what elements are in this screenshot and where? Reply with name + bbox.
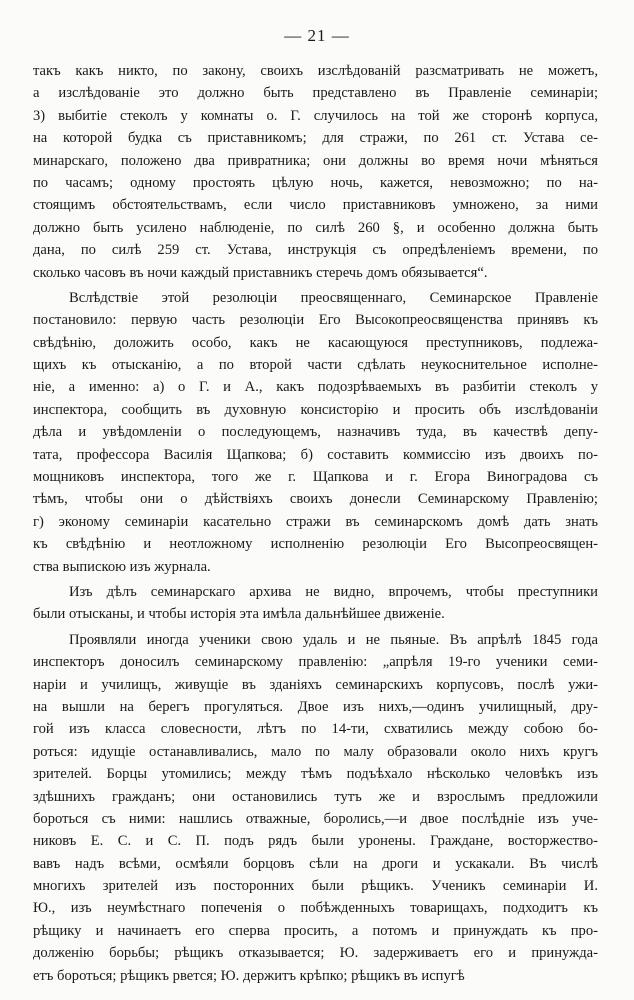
text-line: къ свѣдѣнію и неотложному исполненію резолюціи Его Высопреосвящен-: [33, 536, 598, 553]
text-line: щихъ къ отысканію, а по второй части сдѣлать неукоснительное исполне-: [33, 357, 598, 374]
text-line: дана, по силѣ 259 ст. Устава, инструкція съ опредѣленіемъ времени, по: [33, 242, 598, 259]
text-line: наріи и училищъ, живущіе въ зданіяхъ семинарскихъ корпусовъ, послѣ ужи-: [33, 676, 598, 693]
text-line: тѣмъ, чтобы они о дѣйствіяхъ своихъ донесли Семинарскому Правленію;: [33, 491, 598, 508]
text-line: минарскаго, положено два привратника; они должны во время ночи мѣняться: [33, 152, 598, 169]
body-text: [33, 60, 598, 987]
text-line: на которой будка съ приставникомъ; для стражи, по 261 ст. Устава се-: [33, 130, 598, 147]
text-line: 3) выбитіе стеколъ у комнаты о. Г. случилось на той же сторонѣ корпуса,: [33, 107, 598, 124]
text-line: Изъ дѣлъ семинарскаго архива не видно, впрочемъ, чтобы преступники: [69, 583, 598, 600]
text-line: инспектора, сообщить въ духовную консисторію и просить объ изслѣдованіи: [33, 401, 598, 418]
text-line: здѣшнихъ гражданъ; они остановились тутъ же и взрослымъ предложили: [33, 788, 598, 805]
text-line: долженію борьбы; рѣщикъ отказывается; Ю. задерживаетъ его и принуждa-: [33, 945, 598, 962]
text-line: Вслѣдствіе этой резолюціи преосвященнаго, Семинарское Правленіе: [69, 289, 598, 306]
paragraph: [33, 60, 598, 284]
text-line: постановило: первую часть резолюціи Его Высокопреосвященства принявъ къ: [33, 312, 598, 329]
text-line: такъ какъ никто, по закону, своихъ изслѣдованій разсматривать не можетъ,: [33, 63, 598, 79]
page-number: — 21 —: [284, 26, 350, 45]
text-line: по часамъ; одному простоять цѣлую ночь, кажется, невозможно; по на-: [33, 174, 598, 191]
text-line: сколько часовъ въ ночи каждый приставникъ стеречь домъ обязывается“.: [33, 264, 488, 281]
text-line: инспекторъ доносилъ семинарскому правленію: „апрѣля 19-го ученики семи-: [33, 654, 598, 671]
text-line: гой изъ класса словесности, лѣтъ по 14-ти, схватились между собою бо-: [33, 721, 598, 738]
text-line: рѣщику и начинаетъ его сперва просить, а потомъ и принуждать къ про-: [33, 922, 598, 939]
text-line: на вышли на берегъ прогуляться. Двое изъ нихъ,—одинъ училищный, дру-: [33, 698, 598, 715]
paragraph: [33, 581, 598, 626]
text-line: дѣла и увѣдомленіи о последующемъ, назначивъ туда, въ качествѣ депу-: [33, 424, 598, 441]
text-line: бороться съ ними: нашлись отважные, боролись,—и двое послѣдніе изъ уче-: [33, 810, 598, 827]
text-line: ства выпискою изъ журнала.: [33, 558, 211, 575]
text-line: Ю., изъ неумѣстнаго попеченія о побѣжденныхъ товарищахъ, подходитъ къ: [33, 900, 598, 917]
text-line: многихъ зрителей изъ посторонних были рѣщикъ. Ученикъ семинаріи И.: [33, 878, 598, 895]
text-line: ніе, а именно: а) о Г. и А., какъ подозрѣваемыхъ въ разбитіи стеколъ у: [33, 379, 598, 396]
text-line: роться: идущіе останавливались, мало по малу образовали около нихъ кругъ: [33, 743, 598, 760]
paragraph: [33, 629, 598, 987]
text-line: стоящимъ обстоятельствамъ, если число приставниковъ умножено, за ними: [33, 197, 598, 214]
text-line: а изслѣдованіе это должно быть представлено въ Правленіе семинаріи;: [33, 85, 598, 102]
text-line: тата, профессора Василія Щапкова; б) составить коммиссію изъ двоихъ по-: [33, 446, 598, 463]
text-line: вавъ надъ всѣми, осмѣяли борцовъ сѣли на дроги и ускакали. Въ числѣ: [33, 855, 598, 872]
text-line: мощниковъ инспектора, того же г. Щапкова и г. Егора Виноградова съ: [33, 469, 598, 486]
text-line: зрителей. Борцы утомились; между тѣмъ подъѣхало нѣсколько человѣкъ изъ: [33, 766, 598, 783]
text-line: свѣдѣнію, доложить особо, какъ не касающуюся преступниковъ, подлежа-: [33, 334, 598, 351]
text-line: етъ бороться; рѣщикъ рвется; Ю. держитъ крѣпко; рѣщикъ въ испугѣ: [33, 967, 465, 984]
text-line: были отысканы, и чтобы исторія эта имѣла дальнѣйшее движеніе.: [33, 606, 445, 623]
text-line: Проявляли иногда ученики свою удаль и не пьяные. Въ апрѣлѣ 1845 года: [69, 631, 598, 648]
text-line: должно быть усилено наблюденіе, по силѣ 260 §, и особенно должна быть: [33, 219, 598, 236]
paragraph: [33, 287, 598, 578]
text-line: никовъ Е. С. и С. П. подъ рядъ были уронены. Граждане, восторжество-: [33, 833, 598, 850]
text-line: г) эконому семинаріи касательно стражи въ семинарскомъ домѣ дать знать: [33, 513, 598, 530]
